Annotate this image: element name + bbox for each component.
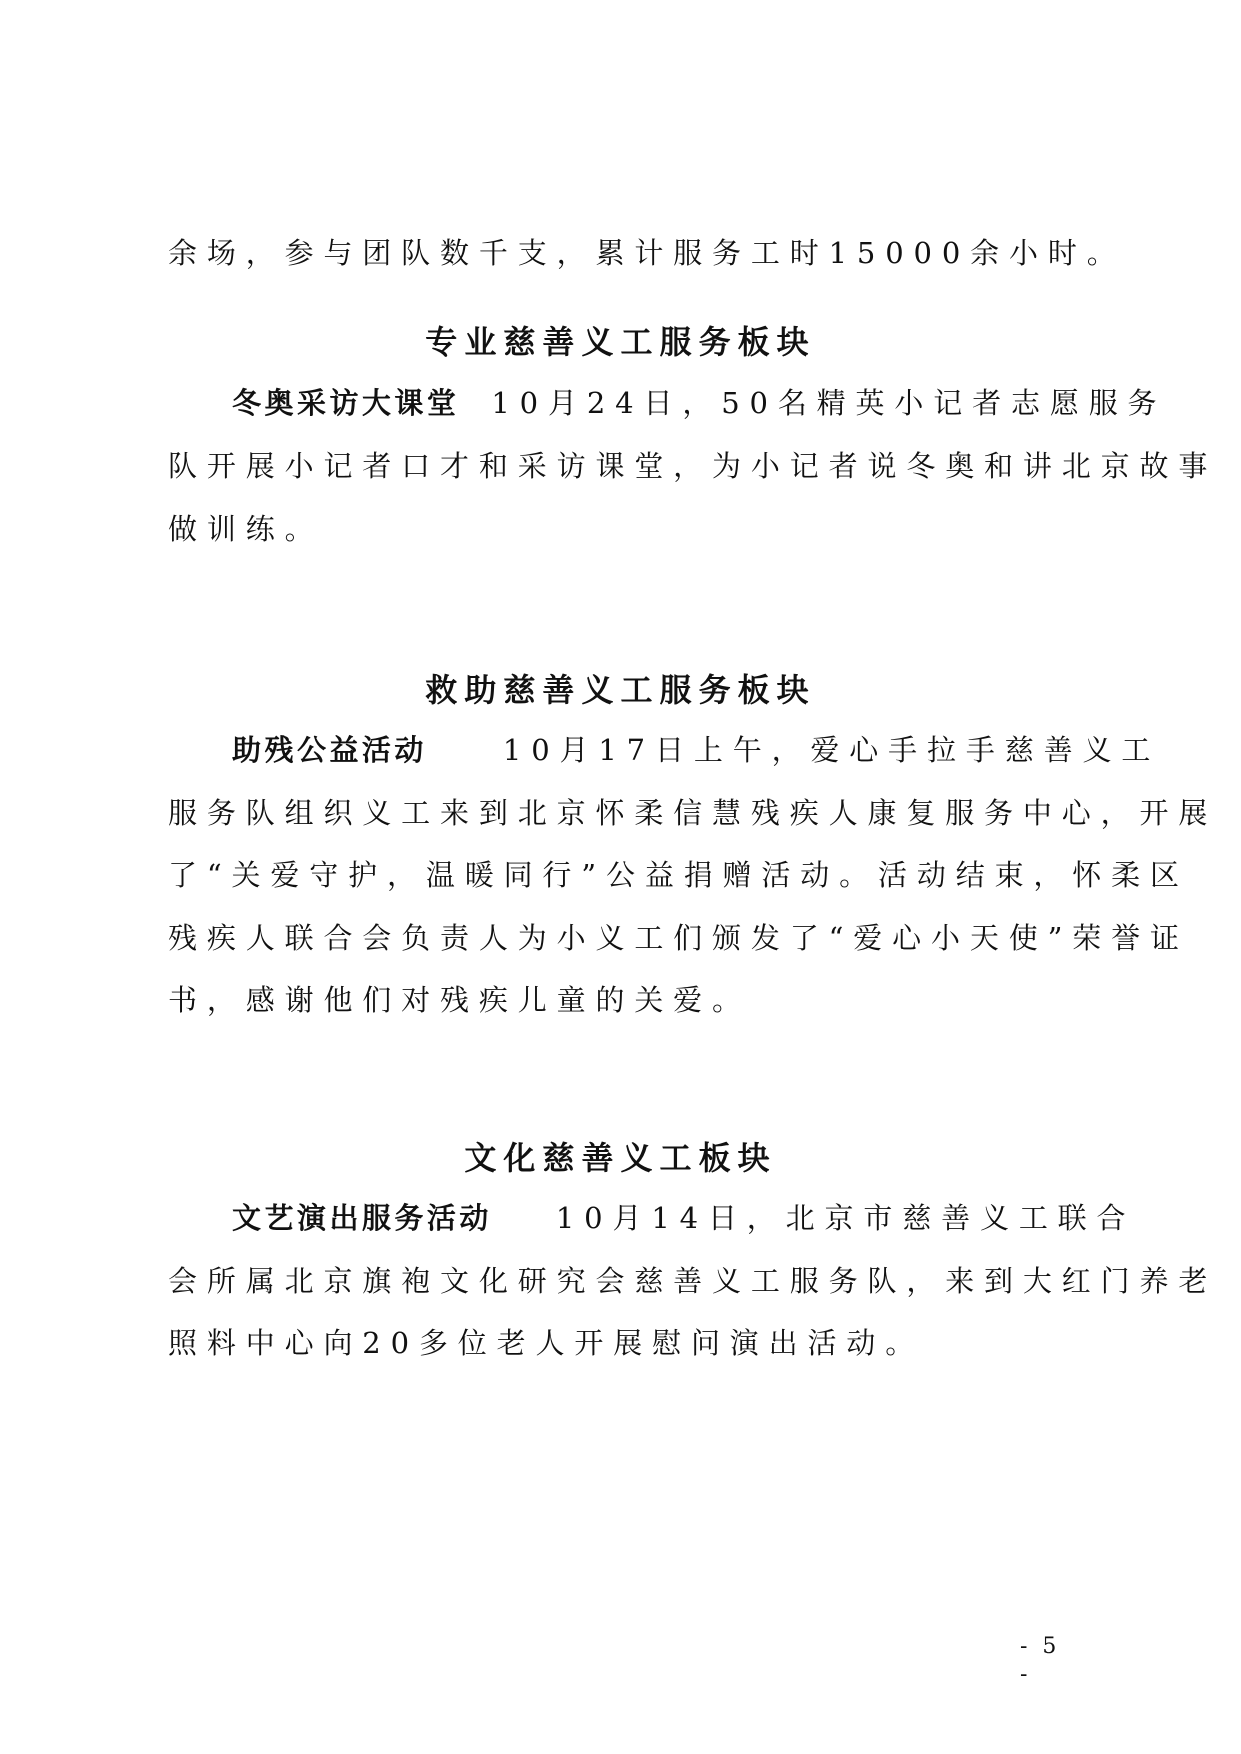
section3-lead-title: 文艺演出服务活动 bbox=[232, 1201, 492, 1235]
section2-paragraph-line-1 bbox=[232, 730, 1161, 770]
section-heading-professional: 专业慈善义工服务板块 bbox=[425, 323, 816, 361]
section-heading-culture: 文化慈善义工板块 bbox=[464, 1139, 777, 1177]
section3-paragraph-line-2: 会所属北京旗袍文化研究会慈善义工服务队，来到大红门养老 bbox=[168, 1264, 1218, 1298]
section1-paragraph-line-1 bbox=[232, 383, 1167, 423]
section2-paragraph-line-3: 了“关爱守护，温暖同行”公益捐赠活动。活动结束，怀柔区 bbox=[168, 858, 1189, 892]
section1-paragraph-line-3: 做训练。 bbox=[168, 512, 324, 546]
section-heading-relief: 救助慈善义工服务板块 bbox=[425, 671, 816, 709]
section1-paragraph-line-2: 队开展小记者口才和采访课堂，为小记者说冬奥和讲北京故事 bbox=[168, 449, 1218, 483]
section3-paragraph-line-1 bbox=[232, 1198, 1136, 1238]
section2-paragraph-line-5: 书，感谢他们对残疾儿童的关爱。 bbox=[168, 983, 751, 1017]
section2-paragraph-line-4: 残疾人联合会负责人为小义工们颁发了“爱心小天使”荣誉证 bbox=[168, 921, 1189, 955]
section2-line-1-text: 10月17日上午，爱心手拉手慈善义工 bbox=[502, 733, 1161, 767]
section2-lead-title: 助残公益活动 bbox=[232, 733, 427, 767]
section3-paragraph-line-3: 照料中心向20多位老人开展慰问演出活动。 bbox=[168, 1326, 925, 1360]
section3-line-1-text: 10月14日，北京市慈善义工联合 bbox=[555, 1201, 1136, 1235]
section2-paragraph-line-2: 服务队组织义工来到北京怀柔信慧残疾人康复服务中心，开展 bbox=[168, 796, 1218, 830]
page-number: - 5 - bbox=[1020, 1634, 1061, 1687]
section1-lead-title: 冬奥采访大课堂 bbox=[232, 386, 460, 420]
section1-line-1-text: 10月24日，50名精英小记者志愿服务 bbox=[491, 386, 1167, 420]
intro-line-1: 余场，参与团队数千支，累计服务工时15000余小时。 bbox=[168, 236, 1126, 270]
